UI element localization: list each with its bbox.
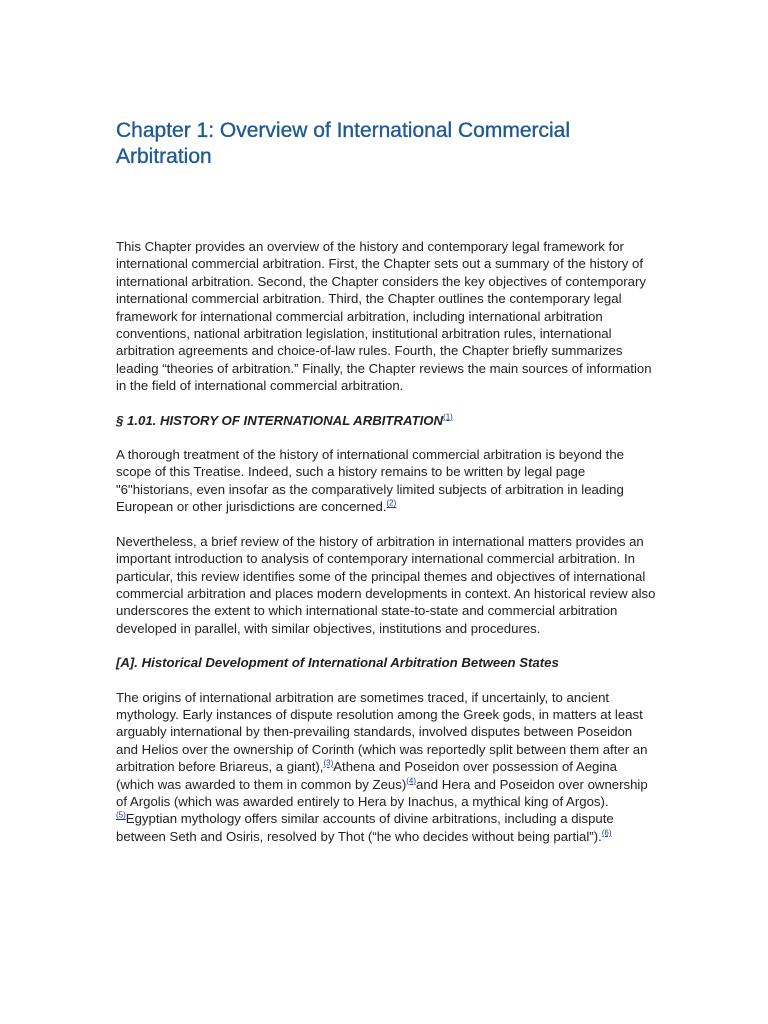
- footnote-link-6[interactable]: (6): [601, 828, 612, 838]
- footnote-link-4[interactable]: (4): [406, 776, 417, 786]
- history-paragraph-2: Nevertheless, a brief review of the history of arbitration in international matters provides an important introduction to analysis of contemporary international commercial arbitration. In particular, this review identifies some of the principal themes and objectives of international commercial arbitration and places modern developments in context. An historical review also underscores the extent to which international state-to-state and commercial arbitration developed in parallel, with similar objectives, institutions and procedures.: [116, 533, 656, 636]
- chapter-title: Chapter 1: Overview of International Commercial Arbitration: [116, 119, 571, 168]
- section-heading-text: § 1.01. HISTORY OF INTERNATIONAL ARBITRATION: [116, 412, 444, 428]
- document-page: [116, 118, 656, 845]
- footnote-link-5[interactable]: (5): [116, 810, 126, 820]
- subsection-heading-a: [A]. Historical Development of International Arbitration Between States: [116, 655, 559, 671]
- footnote-link-3[interactable]: (3): [323, 758, 334, 768]
- footnote-link-2[interactable]: (2): [386, 498, 397, 508]
- origins-text-1: The origins of international arbitration are sometimes traced, if uncertainly, to ancient mythology. Early instances of dispute resolution among the Greek gods, in matters at least arguably international by then-prevailing standards, involved disputes between Poseidon and Helios over the ownership of Corinth (which was reportedly split between them after an arbitration before Briareus, a giant),: [116, 689, 648, 775]
- history-paragraph-1-text: A thorough treatment of the history of international commercial arbitration is beyond the scope of this Treatise. Indeed, such a history remains to be written by legal page "6"historians, even insofar as the comparatively limited subjects of arbitration in leading European or other jurisdictions are concerned.: [116, 447, 624, 515]
- origins-paragraph: [116, 689, 656, 846]
- footnote-link-1[interactable]: (1): [443, 412, 453, 422]
- intro-paragraph: This Chapter provides an overview of the history and contemporary legal framework for international commercial arbitration. First, the Chapter sets out a summary of the history of international arbitration. Second, the Chapter considers the key objectives of contemporary international commercial arbitration. Third, the Chapter outlines the contemporary legal framework for international commercial arbitration, including international arbitration conventions, national arbitration legislation, institutional arbitration rules, international arbitration agreements and choice-of-law rules. Fourth, the Chapter briefly summarizes leading “theories of arbitration.” Finally, the Chapter reviews the main sources of information in the field of international commercial arbitration.: [116, 239, 652, 394]
- origins-text-3: and Hera and Poseidon over ownership of Argolis (which was awarded entirely to Hera by Inachus, a mythical king of Argos).: [116, 776, 648, 809]
- section-heading-history: [116, 412, 656, 429]
- origins-text-4: Egyptian mythology offers similar accounts of divine arbitrations, including a dispute between Seth and Osiris, resolved by Thot (“he who decides without being partial”).: [116, 811, 614, 844]
- origins-text-2: Athena and Poseidon over possession of Aegina (which was awarded to them in common by Zeus): [116, 759, 617, 792]
- history-paragraph-1: [116, 446, 656, 516]
